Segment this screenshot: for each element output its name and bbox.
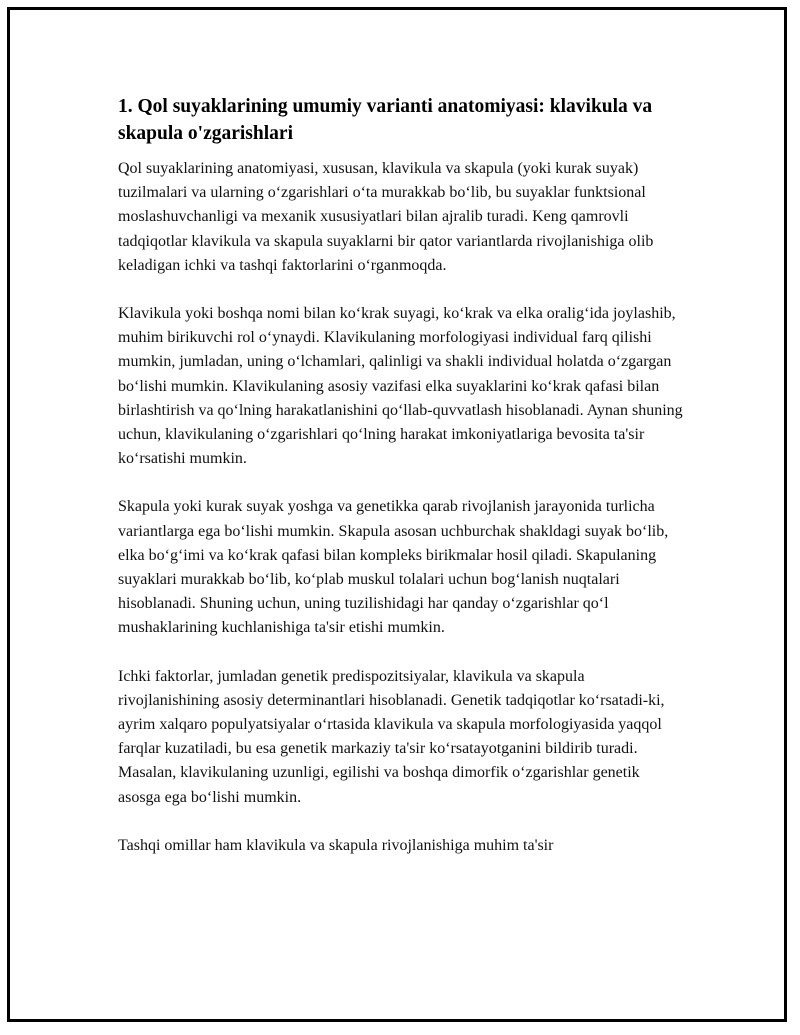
paragraph-4: Ichki faktorlar, jumladan genetik predispozitsiyalar, klavikula va skapula rivojlanishining asosiy determinantlari hisoblanadi. Genetik tadqiqotlar koʻrsatadi-ki, ayrim xalqaro populyatsiyalar oʻrtasida klavikula va skapula morfologiyasida yaqqol farqlar kuzatiladi, bu esa genetik markaziy ta'sir koʻrsatayotganini bildirib turadi. Masalan, klavikulaning uzunligi, egilishi va boshqa dimorfik oʻzgarishlar genetik asosga ega boʻlishi mumkin. [118,667,665,806]
paragraph-5: Tashqi omillar ham klavikula va skapula rivojlanishiga muhim ta'sir [118,836,554,854]
paragraph-2: Klavikula yoki boshqa nomi bilan koʻkrak suyagi, koʻkrak va elka oraligʻida joylashib, muhim birikuvchi rol oʻynaydi. Klavikulaning morfologiyasi individual farq qilishi mumkin, jumladan, uning oʻlchamlari, qalinligi va shakli individual holatda oʻzgargan boʻlishi mumkin. Klavikulaning asosiy vazifasi elka suyaklarini koʻkrak qafasi bilan birlashtirish va qoʻlning harakatlanishini qoʻllab-quvvatlash hisoblanadi. Aynan shuning uchun, klavikulaning oʻzgarishlari qoʻlning harakat imkoniyatlariga bevosita ta'sir koʻrsatishi mumkin. [118,305,683,468]
paragraph-1: Qol suyaklarining anatomiyasi, xususan, klavikula va skapula (yoki kurak suyak) tuzilmalari va ularning oʻzgarishlari oʻta murakkab boʻlib, bu suyaklar funktsional moslashuvchanligi va mexanik xususiyatlari bilan ajralib turadi. Keng qamrovli tadqiqotlar klavikula va skapula suyaklarni bir qator variantlarda rivojlanishiga olib keladigan ichki va tashqi faktorlarini oʻrganmoqda. [118,160,654,274]
document-body [118,93,684,882]
section-heading: 1. Qol suyaklarining umumiy varianti anatomiyasi: klavikula va skapula o'zgarishlari [118,96,653,144]
paragraph-3: Skapula yoki kurak suyak yoshga va genetikka qarab rivojlanish jarayonida turlicha variantlarga ega boʻlishi mumkin. Skapula asosan uchburchak shakldagi suyak boʻlib, elka boʻgʻimi va koʻkrak qafasi bilan kompleks birikmalar hosil qiladi. Skapulaning suyaklari murakkab boʻlib, koʻplab muskul tolalari uchun bogʻlanish nuqtalari hisoblanadi. Shuning uchun, uning tuzilishidagi har qanday oʻzgarishlar qoʻl mushaklarining kuchlanishiga ta'sir etishi mumkin. [118,498,669,637]
